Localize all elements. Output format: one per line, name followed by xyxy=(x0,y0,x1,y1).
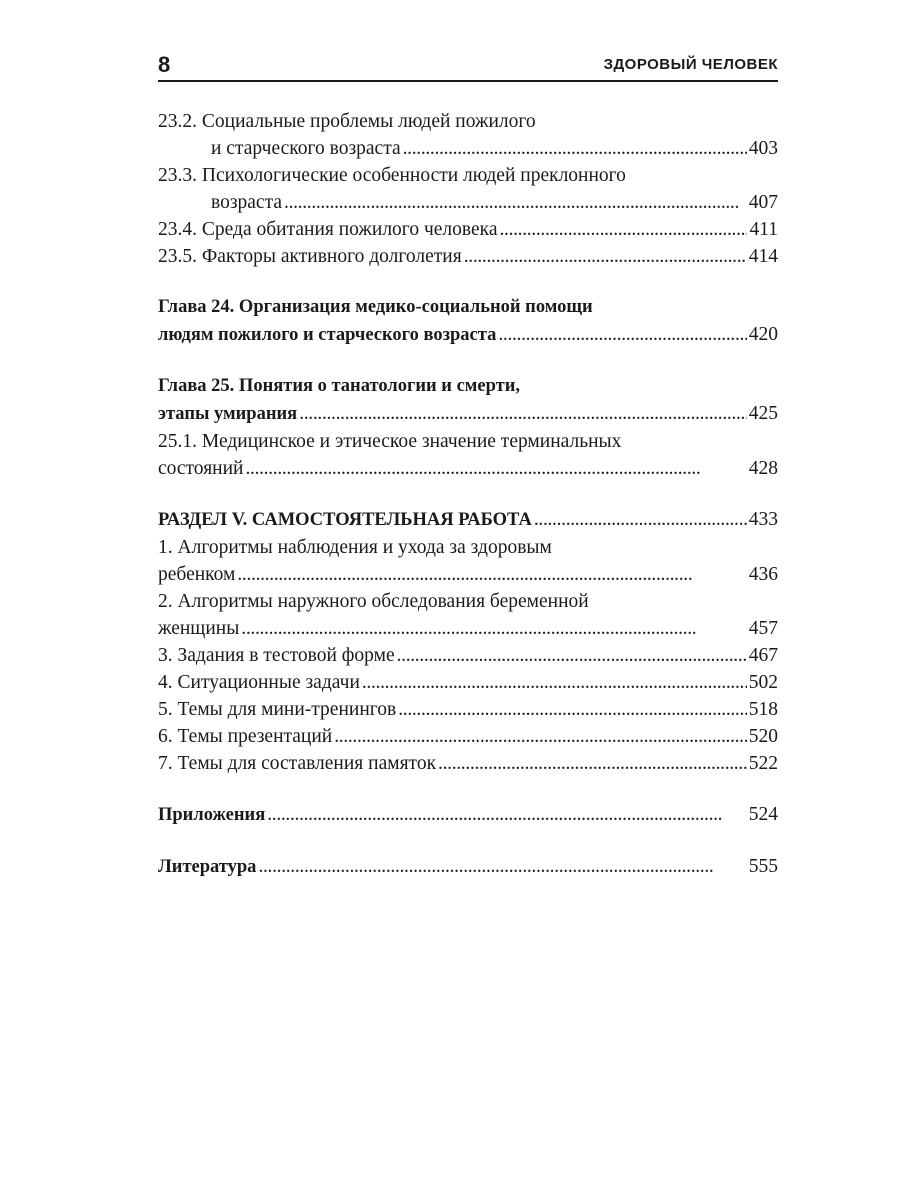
toc-entry-text: 6. Темы презентаций xyxy=(158,726,333,747)
toc-entry-text: 2. Алгоритмы наружного обследования беременной xyxy=(158,591,589,612)
toc-page-number: 555 xyxy=(748,856,778,877)
dot-leader xyxy=(397,642,747,669)
toc-page-number: 411 xyxy=(749,219,778,240)
toc-entry-chapter-25 xyxy=(158,373,778,428)
toc-entry-text-cont: ребенком xyxy=(158,564,236,585)
toc-entry-item-4 xyxy=(158,669,778,696)
toc-page-number: 414 xyxy=(748,246,778,267)
toc-page-number: 457 xyxy=(748,618,778,639)
toc-entry-text-cont: состояний xyxy=(158,458,244,479)
dot-leader xyxy=(398,696,747,723)
dot-leader xyxy=(237,561,746,588)
toc-entry-text: Глава 24. Организация медико-социальной помощи xyxy=(158,297,593,317)
toc-entry-item-6 xyxy=(158,723,778,750)
toc-entry-appendices xyxy=(158,801,778,829)
toc-page-number: 467 xyxy=(748,645,778,666)
toc-entry-text-cont: этапы умирания xyxy=(158,404,298,424)
dot-leader xyxy=(241,615,746,642)
toc-entry-text: 23.3. Психологические особенности людей преклонного xyxy=(158,165,626,186)
toc-entry-item-2 xyxy=(158,588,778,642)
dot-leader xyxy=(534,506,747,533)
dot-leader xyxy=(245,455,746,482)
toc-entry-23-2 xyxy=(158,108,778,162)
toc-entry-text: Приложения xyxy=(158,805,266,825)
toc-entry-item-1 xyxy=(158,534,778,588)
dot-leader xyxy=(284,189,747,216)
dot-leader xyxy=(498,321,746,348)
toc-entry-text: 3. Задания в тестовой форме xyxy=(158,645,395,666)
toc-entry-23-5 xyxy=(158,243,778,270)
running-title: ЗДОРОВЫЙ ЧЕЛОВЕК xyxy=(603,56,778,73)
toc-page-number: 520 xyxy=(748,726,778,747)
toc-entry-23-4 xyxy=(158,216,778,243)
toc-page-number: 433 xyxy=(748,509,778,530)
page-header xyxy=(158,52,778,82)
toc-entry-item-5 xyxy=(158,696,778,723)
dot-leader xyxy=(258,853,746,880)
toc-page-number: 425 xyxy=(748,403,778,424)
toc-entry-item-7 xyxy=(158,750,778,777)
toc-page-number: 428 xyxy=(748,458,778,479)
toc-entry-text-cont: людям пожилого и старческого возраста xyxy=(158,325,497,345)
toc-entry-text: 1. Алгоритмы наблюдения и ухода за здоровым xyxy=(158,537,552,558)
toc-entry-text: Глава 25. Понятия о танатологии и смерти, xyxy=(158,376,521,396)
toc-entry-23-3 xyxy=(158,162,778,216)
page-number: 8 xyxy=(158,52,171,77)
toc-entry-literature xyxy=(158,853,778,881)
toc-page-number: 518 xyxy=(748,699,778,720)
table-of-contents xyxy=(158,108,778,881)
toc-entry-item-3 xyxy=(158,642,778,669)
dot-leader xyxy=(464,243,747,270)
header-rule xyxy=(158,80,778,82)
toc-page-number: 502 xyxy=(748,672,778,693)
toc-page-number: 407 xyxy=(748,192,778,213)
toc-entry-text: Литература xyxy=(158,857,257,877)
toc-entry-text: 23.4. Среда обитания пожилого человека xyxy=(158,219,498,240)
toc-entry-text-cont: возраста xyxy=(211,192,283,213)
dot-leader xyxy=(267,801,747,828)
toc-entry-25-1 xyxy=(158,428,778,482)
dot-leader xyxy=(362,669,747,696)
dot-leader xyxy=(403,135,747,162)
toc-entry-chapter-24 xyxy=(158,294,778,349)
dot-leader xyxy=(499,216,747,243)
toc-page-number: 420 xyxy=(748,324,778,345)
toc-page-number: 436 xyxy=(748,564,778,585)
toc-page-number: 403 xyxy=(748,138,778,159)
toc-page-number: 522 xyxy=(748,753,778,774)
dot-leader xyxy=(438,750,747,777)
toc-entry-text: 23.2. Социальные проблемы людей пожилого xyxy=(158,111,536,132)
toc-entry-text-cont: и старческого возраста xyxy=(211,138,401,159)
toc-entry-text: 25.1. Медицинское и этическое значение терминальных xyxy=(158,431,622,452)
toc-entry-text: 5. Темы для мини-тренингов xyxy=(158,699,397,720)
toc-entry-text: РАЗДЕЛ V. САМОСТОЯТЕЛЬНАЯ РАБОТА xyxy=(158,510,532,530)
toc-entry-text: 23.5. Факторы активного долголетия xyxy=(158,246,462,267)
toc-entry-text: 4. Ситуационные задачи xyxy=(158,672,360,693)
toc-entry-section-5 xyxy=(158,506,778,534)
toc-entry-text: 7. Темы для составления памяток xyxy=(158,753,437,774)
toc-page-number: 524 xyxy=(748,804,778,825)
dot-leader xyxy=(334,723,747,750)
dot-leader xyxy=(299,400,747,427)
toc-entry-text-cont: женщины xyxy=(158,618,240,639)
